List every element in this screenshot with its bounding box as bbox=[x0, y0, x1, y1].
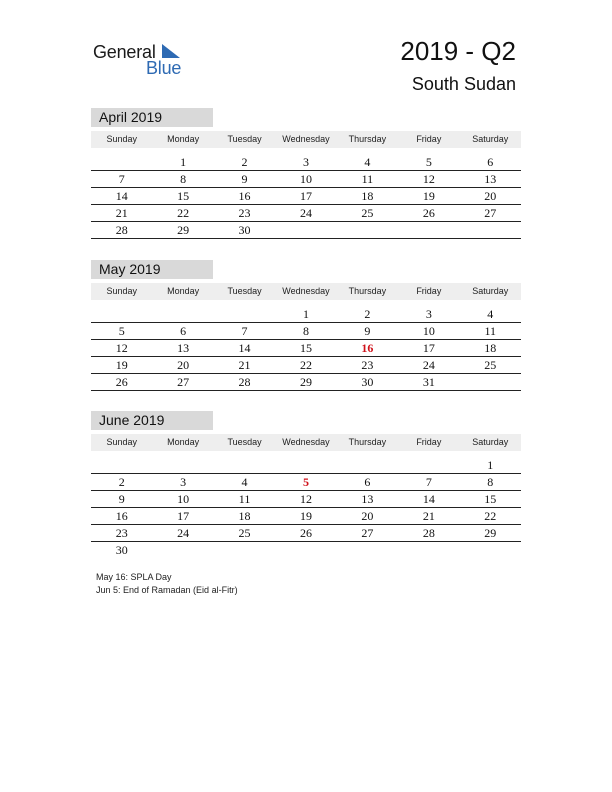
weekday-label: Tuesday bbox=[227, 286, 262, 296]
day-cell: 14 bbox=[115, 189, 128, 203]
day-cell: 29 bbox=[484, 526, 497, 540]
country-name: South Sudan bbox=[411, 74, 516, 94]
day-cell: 9 bbox=[364, 324, 371, 338]
week-row bbox=[91, 340, 521, 357]
day-cell: 27 bbox=[484, 206, 497, 220]
weekday-label: Saturday bbox=[472, 437, 509, 447]
day-cell: 15 bbox=[299, 341, 312, 355]
day-cell: 23 bbox=[115, 526, 128, 540]
day-cell: 26 bbox=[115, 375, 128, 389]
week-row bbox=[91, 508, 521, 525]
day-cell: 3 bbox=[180, 475, 187, 489]
day-cell: 10 bbox=[422, 324, 435, 338]
day-cell: 2 bbox=[364, 307, 371, 321]
week-row bbox=[91, 374, 521, 391]
day-cell: 16 bbox=[115, 509, 128, 523]
month-label: April 2019 bbox=[91, 108, 213, 127]
day-cell: 18 bbox=[238, 509, 251, 523]
weekday-label: Thursday bbox=[348, 286, 387, 296]
day-cell: 15 bbox=[484, 492, 497, 506]
empty-day-cell bbox=[275, 222, 336, 238]
day-cell: 12 bbox=[115, 341, 128, 355]
empty-day-cell bbox=[214, 306, 275, 322]
day-cell: 5 bbox=[302, 475, 309, 489]
day-cell: 7 bbox=[425, 475, 432, 489]
day-cell: 28 bbox=[422, 526, 435, 540]
day-cell: 20 bbox=[361, 509, 374, 523]
day-cell: 11 bbox=[238, 492, 251, 506]
week-row bbox=[91, 306, 521, 323]
day-cell: 15 bbox=[177, 189, 190, 203]
empty-day-cell bbox=[398, 457, 459, 473]
weekday-label: Saturday bbox=[472, 286, 509, 296]
day-cell: 18 bbox=[361, 189, 374, 203]
weekday-header-row bbox=[91, 283, 521, 300]
day-cell: 21 bbox=[422, 509, 435, 523]
day-cell: 4 bbox=[364, 155, 371, 169]
day-cell: 30 bbox=[238, 223, 251, 237]
empty-day-cell bbox=[214, 542, 275, 559]
day-cell: 17 bbox=[299, 189, 312, 203]
day-cell: 7 bbox=[118, 172, 125, 186]
day-cell: 23 bbox=[361, 358, 374, 372]
month-label: June 2019 bbox=[91, 411, 213, 430]
day-cell: 13 bbox=[484, 172, 497, 186]
month-june bbox=[91, 411, 521, 559]
day-cell: 14 bbox=[238, 341, 251, 355]
holiday-notes bbox=[96, 571, 238, 597]
day-cell: 23 bbox=[238, 206, 251, 220]
day-cell: 2 bbox=[118, 475, 125, 489]
day-cell: 3 bbox=[425, 307, 432, 321]
day-cell: 24 bbox=[177, 526, 190, 540]
weekday-label: Monday bbox=[167, 134, 200, 144]
day-cell: 3 bbox=[302, 155, 309, 169]
day-cell: 28 bbox=[115, 223, 128, 237]
empty-day-cell bbox=[152, 306, 213, 322]
weekday-label: Monday bbox=[167, 437, 200, 447]
day-cell: 17 bbox=[177, 509, 190, 523]
day-cell: 27 bbox=[177, 375, 190, 389]
weekday-label: Saturday bbox=[472, 134, 509, 144]
empty-day-cell bbox=[337, 542, 398, 559]
week-row bbox=[91, 154, 521, 171]
week-row bbox=[91, 525, 521, 542]
logo-text-general: General bbox=[93, 42, 156, 62]
weekday-label: Monday bbox=[167, 286, 200, 296]
day-cell: 24 bbox=[299, 206, 312, 220]
day-cell: 16 bbox=[361, 341, 374, 355]
day-cell: 27 bbox=[361, 526, 374, 540]
day-cell: 19 bbox=[115, 358, 128, 372]
day-cell: 8 bbox=[302, 324, 309, 338]
day-cell: 1 bbox=[487, 458, 494, 472]
weekday-label: Thursday bbox=[348, 134, 387, 144]
day-cell: 29 bbox=[177, 223, 190, 237]
weekday-label: Sunday bbox=[106, 286, 137, 296]
day-cell: 21 bbox=[115, 206, 128, 220]
empty-day-cell bbox=[275, 457, 336, 473]
day-cell: 19 bbox=[422, 189, 435, 203]
day-cell: 31 bbox=[422, 375, 435, 389]
weekday-header-row bbox=[91, 434, 521, 451]
day-cell: 29 bbox=[299, 375, 312, 389]
empty-day-cell bbox=[398, 222, 459, 238]
week-row bbox=[91, 491, 521, 508]
empty-day-cell bbox=[214, 457, 275, 473]
day-cell: 12 bbox=[299, 492, 312, 506]
weekday-label: Friday bbox=[416, 286, 442, 296]
weekday-header-row bbox=[91, 131, 521, 148]
day-cell: 4 bbox=[487, 307, 494, 321]
week-row bbox=[91, 457, 521, 474]
week-row bbox=[91, 474, 521, 491]
weekday-label: Wednesday bbox=[282, 134, 330, 144]
weekday-label: Tuesday bbox=[227, 437, 262, 447]
month-label: May 2019 bbox=[91, 260, 213, 279]
empty-day-cell bbox=[337, 222, 398, 238]
day-cell: 1 bbox=[180, 155, 187, 169]
day-cell: 6 bbox=[364, 475, 371, 489]
day-cell: 16 bbox=[238, 189, 251, 203]
weekday-label: Sunday bbox=[106, 134, 137, 144]
week-row bbox=[91, 205, 521, 222]
day-cell: 5 bbox=[425, 155, 432, 169]
day-cell: 11 bbox=[484, 324, 497, 338]
weekday-label: Wednesday bbox=[282, 437, 330, 447]
page-title: 2019 - Q2 bbox=[400, 36, 516, 66]
week-row bbox=[91, 542, 521, 559]
week-row bbox=[91, 323, 521, 340]
weekday-label: Tuesday bbox=[227, 134, 262, 144]
logo-text-blue: Blue bbox=[146, 58, 182, 78]
day-cell: 24 bbox=[422, 358, 435, 372]
day-cell: 7 bbox=[241, 324, 248, 338]
week-row bbox=[91, 357, 521, 374]
day-cell: 9 bbox=[241, 172, 248, 186]
holiday-note: May 16: SPLA Day bbox=[96, 572, 172, 582]
weekday-label: Wednesday bbox=[282, 286, 330, 296]
day-cell: 2 bbox=[241, 155, 248, 169]
day-cell: 8 bbox=[487, 475, 494, 489]
day-cell: 25 bbox=[361, 206, 374, 220]
empty-day-cell bbox=[152, 542, 213, 559]
day-cell: 8 bbox=[180, 172, 187, 186]
day-cell: 20 bbox=[484, 189, 497, 203]
day-cell: 25 bbox=[484, 358, 497, 372]
empty-day-cell bbox=[152, 457, 213, 473]
day-cell: 12 bbox=[422, 172, 435, 186]
day-cell: 10 bbox=[299, 172, 312, 186]
weekday-label: Friday bbox=[416, 134, 442, 144]
day-cell: 25 bbox=[238, 526, 251, 540]
day-cell: 19 bbox=[299, 509, 312, 523]
day-cell: 13 bbox=[177, 341, 190, 355]
day-cell: 21 bbox=[238, 358, 251, 372]
day-cell: 30 bbox=[115, 543, 128, 557]
empty-day-cell bbox=[460, 542, 521, 559]
day-cell: 17 bbox=[422, 341, 435, 355]
day-cell: 11 bbox=[361, 172, 374, 186]
empty-day-cell bbox=[91, 306, 152, 322]
day-cell: 22 bbox=[177, 206, 190, 220]
week-row bbox=[91, 222, 521, 239]
day-cell: 20 bbox=[177, 358, 190, 372]
month-may bbox=[91, 260, 521, 391]
holiday-note: Jun 5: End of Ramadan (Eid al-Fitr) bbox=[96, 585, 238, 595]
empty-day-cell bbox=[275, 542, 336, 559]
day-cell: 28 bbox=[238, 375, 251, 389]
day-cell: 30 bbox=[361, 375, 374, 389]
empty-day-cell bbox=[337, 457, 398, 473]
month-april bbox=[91, 108, 521, 239]
weekday-label: Thursday bbox=[348, 437, 387, 447]
day-cell: 5 bbox=[118, 324, 125, 338]
empty-day-cell bbox=[398, 542, 459, 559]
generalblue-logo bbox=[93, 40, 193, 80]
day-cell: 6 bbox=[487, 155, 494, 169]
day-cell: 22 bbox=[484, 509, 497, 523]
day-cell: 13 bbox=[361, 492, 374, 506]
day-cell: 22 bbox=[299, 358, 312, 372]
day-cell: 14 bbox=[422, 492, 435, 506]
day-cell: 6 bbox=[180, 324, 187, 338]
empty-day-cell bbox=[460, 222, 521, 238]
day-cell: 10 bbox=[177, 492, 190, 506]
empty-day-cell bbox=[460, 374, 521, 390]
day-cell: 26 bbox=[299, 526, 312, 540]
day-cell: 1 bbox=[302, 307, 309, 321]
day-cell: 26 bbox=[422, 206, 435, 220]
weekday-label: Friday bbox=[416, 437, 442, 447]
day-cell: 9 bbox=[118, 492, 125, 506]
day-cell: 18 bbox=[484, 341, 497, 355]
week-row bbox=[91, 171, 521, 188]
empty-day-cell bbox=[91, 457, 152, 473]
weekday-label: Sunday bbox=[106, 437, 137, 447]
empty-day-cell bbox=[91, 154, 152, 170]
week-row bbox=[91, 188, 521, 205]
day-cell: 4 bbox=[241, 475, 248, 489]
